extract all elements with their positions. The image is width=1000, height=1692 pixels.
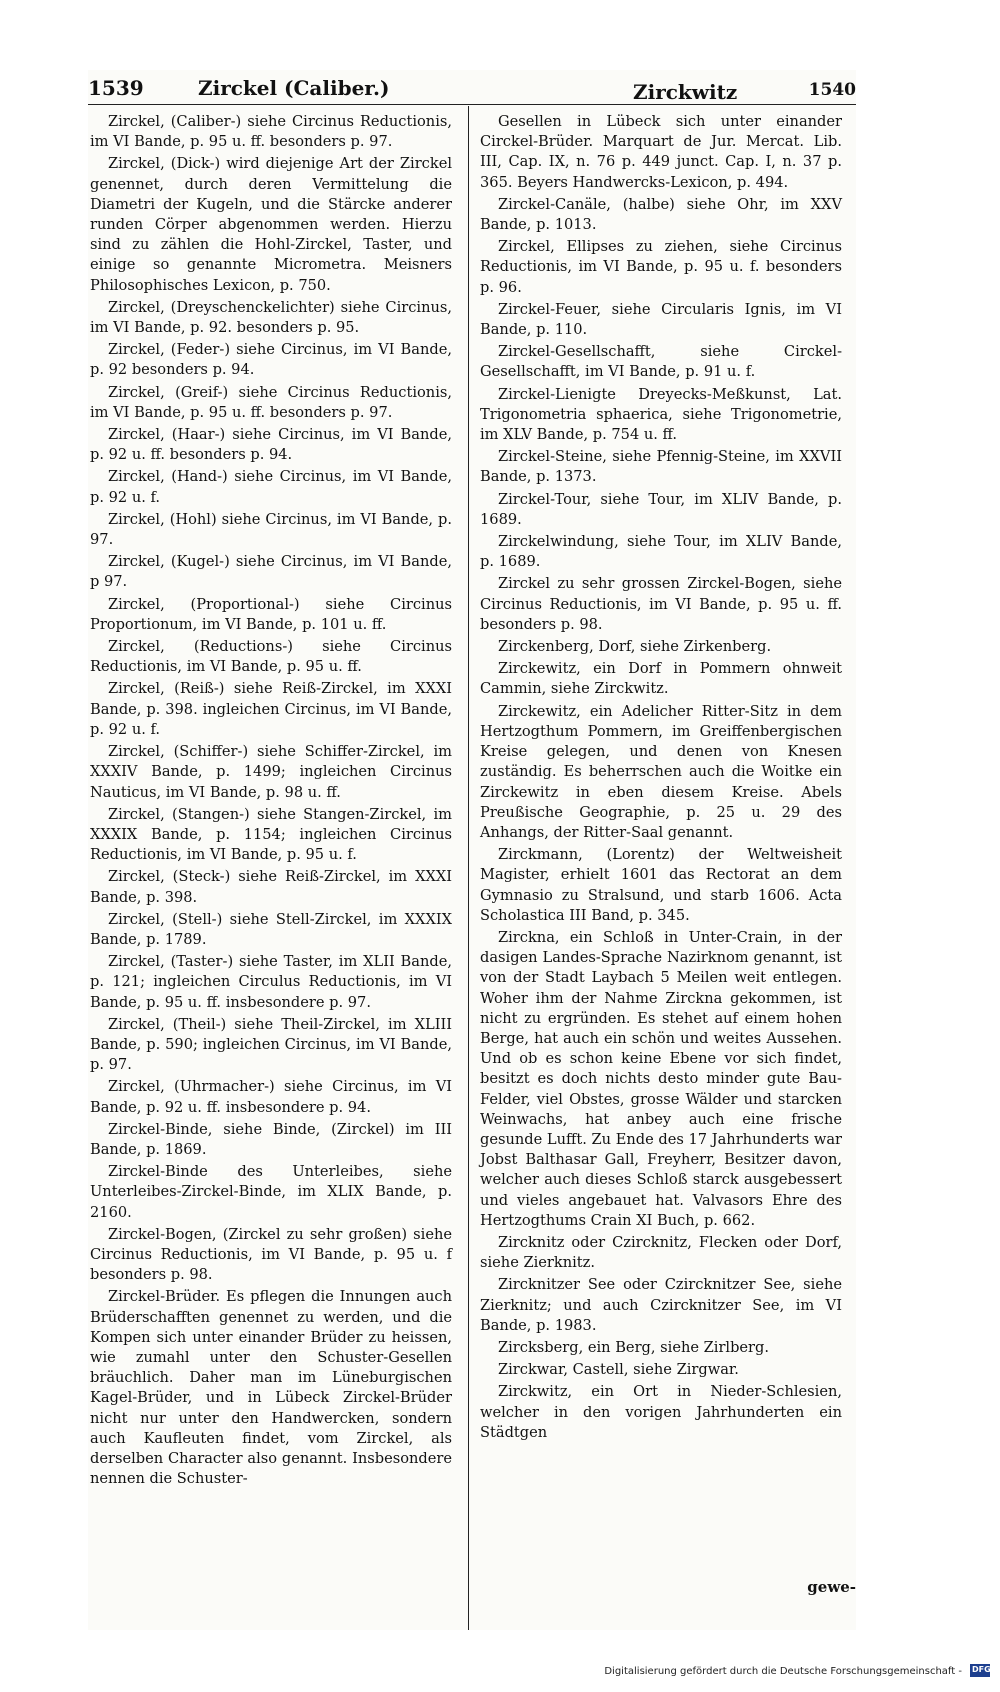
running-title-right: Zirckwitz [633,80,738,104]
dictionary-entry: Zirckel, (Stell-) siehe Stell-Zirckel, im XXXIX Bande, p. 1789. [90,910,452,948]
dictionary-entry: Zirckel, (Steck-) siehe Reiß-Zirckel, im XXXI Bande, p. 398. [90,868,452,906]
column-divider [468,106,469,1630]
dictionary-entry: Zirckel-Brüder. Es pflegen die Innungen auch Brüderschafften genennet zu werden, und die Kompen sich unter einander Brüder zu heissen, wie zumahl unter den Schuster-Gesellen bräuchlich. Daher man im Lüneburgischen Kagel-Brüder, und in Lübeck Zirckel-Brüder nicht nur unter den Handwercken, sondern auch Kaufleuten findet, vom Zirckel, als derselben Character also genannt. Insbesondere nennen die Schuster- [90,1288,452,1488]
dictionary-entry: Gesellen in Lübeck sich unter einander Circkel-Brüder. Marquart de Jur. Mercat. Lib. III, Cap. IX, n. 76 p. 449 junct. Cap. I, n. 37 p. 365. Beyers Handwercks-Lexicon, p. 494. [480,113,842,191]
dictionary-entry: Zirckel-Lienigte Dreyecks-Meßkunst, Lat. Trigonometria sphaerica, siehe Trigonometrie, im XLV Bande, p. 754 u. ff. [480,385,842,444]
running-title-left: Zirckel (Caliber.) [198,76,390,100]
dictionary-entry: Zirckel, (Reductions-) siehe Circinus Reductionis, im VI Bande, p. 95 u. ff. [90,638,452,676]
dictionary-entry: Zirckewitz, ein Adelicher Ritter-Sitz in dem Hertzogthum Pommern, im Greiffenbergischen Kreise gelegen, und denen von Knesen zuständig. Es beherrschen auch die Woitke ein Zirckewitz in eben diesem Kreise. Abels Preußische Geographie, p. 25 u. 29 des Anhangs, der Ritter-Saal genannt. [480,702,842,841]
dictionary-entry: Zirckel, (Schiffer-) siehe Schiffer-Zirckel, im XXXIV Bande, p. 1499; ingleichen Circinus Nauticus, im VI Bande, p. 98 u. ff. [90,743,452,801]
dictionary-entry: Zirckelwindung, siehe Tour, im XLIV Bande, p. 1689. [480,533,842,571]
dictionary-entry: Zirckmann, (Lorentz) der Weltweisheit Magister, erhielt 1601 das Rectorat an dem Gymnasio zu Stralsund, und starb 1606. Acta Scholastica III Band, p. 345. [480,846,842,924]
dictionary-entry: Zirckel, Ellipses zu ziehen, siehe Circinus Reductionis, im VI Bande, p. 95 u. f. besonders p. 96. [480,238,842,296]
dictionary-entry: Zirckel-Tour, siehe Tour, im XLIV Bande, p. 1689. [480,490,842,528]
dictionary-entry: Zirckel, (Haar-) siehe Circinus, im VI Bande, p. 92 u. ff. besonders p. 94. [90,426,452,464]
dictionary-entry: Zirckewitz, ein Dorf in Pommern ohnweit Cammin, siehe Zirckwitz. [480,660,842,698]
dictionary-entry: Zirckel-Canäle, (halbe) siehe Ohr, im XXV Bande, p. 1013. [480,195,842,234]
footer-credit [604,1666,962,1677]
dictionary-entry: Zirckwitz, ein Ort in Nieder-Schlesien, welcher in den vorigen Jahrhunderten ein Städtgen [480,1383,842,1441]
page-number-left: 1539 [88,76,144,100]
dictionary-entry: Zircksberg, ein Berg, siehe Zirlberg. [498,1338,770,1356]
dictionary-entry: Zirckel, (Hand-) siehe Circinus, im VI Bande, p. 92 u. f. [90,468,452,506]
dictionary-entry: Zirckna, ein Schloß in Unter-Crain, in der dasigen Landes-Sprache Nazirknom genannt, ist von der Stadt Laybach 5 Meilen weit entlegen. Woher ihm der Nahme Zirckna gekommen, ist nicht zu ergründen. Es stehet auf einem hohen Berge, hat auch ein schön und weites Aussehen. Und ob es schon keine Ebene vor sich findet, besitzt es doch nichts desto minder gute Bau-Felder, viel Obstes, grosse Wälder und starcken Weinwachs, hat anbey auch eine frische gesunde Lufft. Zu Ende des 17 Jahrhunderts war Jobst Balthasar Gall, Freyherr, Besitzer davon, welcher auch dieses Schloß starck ausgebessert und vieles angebauet hat. Valvasors Ehre des Hertzogthums Crain XI Buch, p. 662. [480,928,842,1229]
dictionary-entry: Zirckel, (Taster-) siehe Taster, im XLII Bande, p. 121; ingleichen Circulus Reductionis, im VI Bande, p. 95 u. ff. insbesondere p. 97. [90,953,452,1011]
catchword: gewe- [807,1578,856,1596]
dictionary-entry: Zirckel-Feuer, siehe Circularis Ignis, im VI Bande, p. 110. [480,300,842,339]
dictionary-entry: Zirckel, (Stangen-) siehe Stangen-Zirckel, im XXXIX Bande, p. 1154; ingleichen Circinus Reductionis, im VI Bande, p. 95 u. f. [90,805,452,864]
dictionary-entry: Zircknitz oder Czircknitz, Flecken oder Dorf, siehe Zierknitz. [480,1233,842,1272]
dictionary-entry: Zirckel, (Feder-) siehe Circinus, im VI Bande, p. 92 besonders p. 94. [90,341,452,379]
dictionary-entry: Zirckel, (Caliber-) siehe Circinus Reductionis, im VI Bande, p. 95 u. ff. besonders p. 97. [90,113,452,151]
left-column [90,112,452,1491]
dictionary-entry: Zirckel, (Proportional-) siehe Circinus Proportionum, im VI Bande, p. 101 u. ff. [90,595,452,633]
dictionary-entry: Zirckel-Binde, siehe Binde, (Zirckel) im III Bande, p. 1869. [90,1120,452,1158]
right-column [480,112,842,1445]
dictionary-entry: Zirckel, (Reiß-) siehe Reiß-Zirckel, im XXXI Bande, p. 398. ingleichen Circinus, im VI Bande, p. 92 u. f. [90,680,452,738]
dictionary-entry: Zirckel, (Hohl) siehe Circinus, im VI Bande, p. 97. [90,510,452,549]
dictionary-entry: Zirckel zu sehr grossen Zirckel-Bogen, siehe Circinus Reductionis, im VI Bande, p. 95 u. ff. besonders p. 98. [480,575,842,633]
footer-text: Digitalisierung gefördert durch die Deutsche Forschungsgemeinschaft - [604,1666,962,1677]
page-number-right: 1540 [808,80,856,100]
dictionary-entry: Zirckel-Bogen, (Zirckel zu sehr großen) siehe Circinus Reductionis, im VI Bande, p. 95 u. f besonders p. 98. [90,1225,452,1284]
dictionary-entry: Zirckel, (Dick-) wird diejenige Art der Zirckel genennet, durch deren Vermittelung die Diametri der Kugeln, und die Stärcke anderer runden Cörper abgenommen werden. Hierzu sind zu zählen die Hohl-Zirckel, Taster, und einige so genannte Micrometra. Meisners Philosophisches Lexicon, p. 750. [90,155,452,294]
dictionary-entry: Zircknitzer See oder Czircknitzer See, siehe Zierknitz; und auch Czircknitzer See, im VI Bande, p. 1983. [480,1276,842,1334]
dictionary-entry: Zirckel-Gesellschafft, siehe Circkel-Gesellschafft, im VI Bande, p. 91 u. f. [480,343,842,381]
dfg-logo [970,1664,990,1677]
dictionary-entry: Zirckel-Steine, siehe Pfennig-Steine, im XXVII Bande, p. 1373. [480,448,842,486]
dictionary-entry: Zirckel, (Greif-) siehe Circinus Reductionis, im VI Bande, p. 95 u. ff. besonders p. 97. [90,383,452,421]
dictionary-entry: Zirckel, (Theil-) siehe Theil-Zirckel, im XLIII Bande, p. 590; ingleichen Circinus, im VI Bande, p. 97. [90,1015,452,1074]
dictionary-entry: Zirckel, (Uhrmacher-) siehe Circinus, im VI Bande, p. 92 u. ff. insbesondere p. 94. [90,1078,452,1116]
dictionary-entry: Zirckenberg, Dorf, siehe Zirkenberg. [498,638,772,656]
dictionary-entry: Zirckel-Binde des Unterleibes, siehe Unterleibes-Zirckel-Binde, im XLIX Bande, p. 2160. [90,1163,452,1221]
dfg-logo-text: DFG [972,1665,991,1674]
dictionary-entry: Zirckwar, Castell, siehe Zirgwar. [498,1361,739,1379]
dictionary-entry: Zirckel, (Dreyschenckelichter) siehe Circinus, im VI Bande, p. 92. besonders p. 95. [90,298,452,337]
book-page [88,70,856,1630]
header-rule [88,104,856,105]
dictionary-entry: Zirckel, (Kugel-) siehe Circinus, im VI Bande, p 97. [90,553,452,591]
